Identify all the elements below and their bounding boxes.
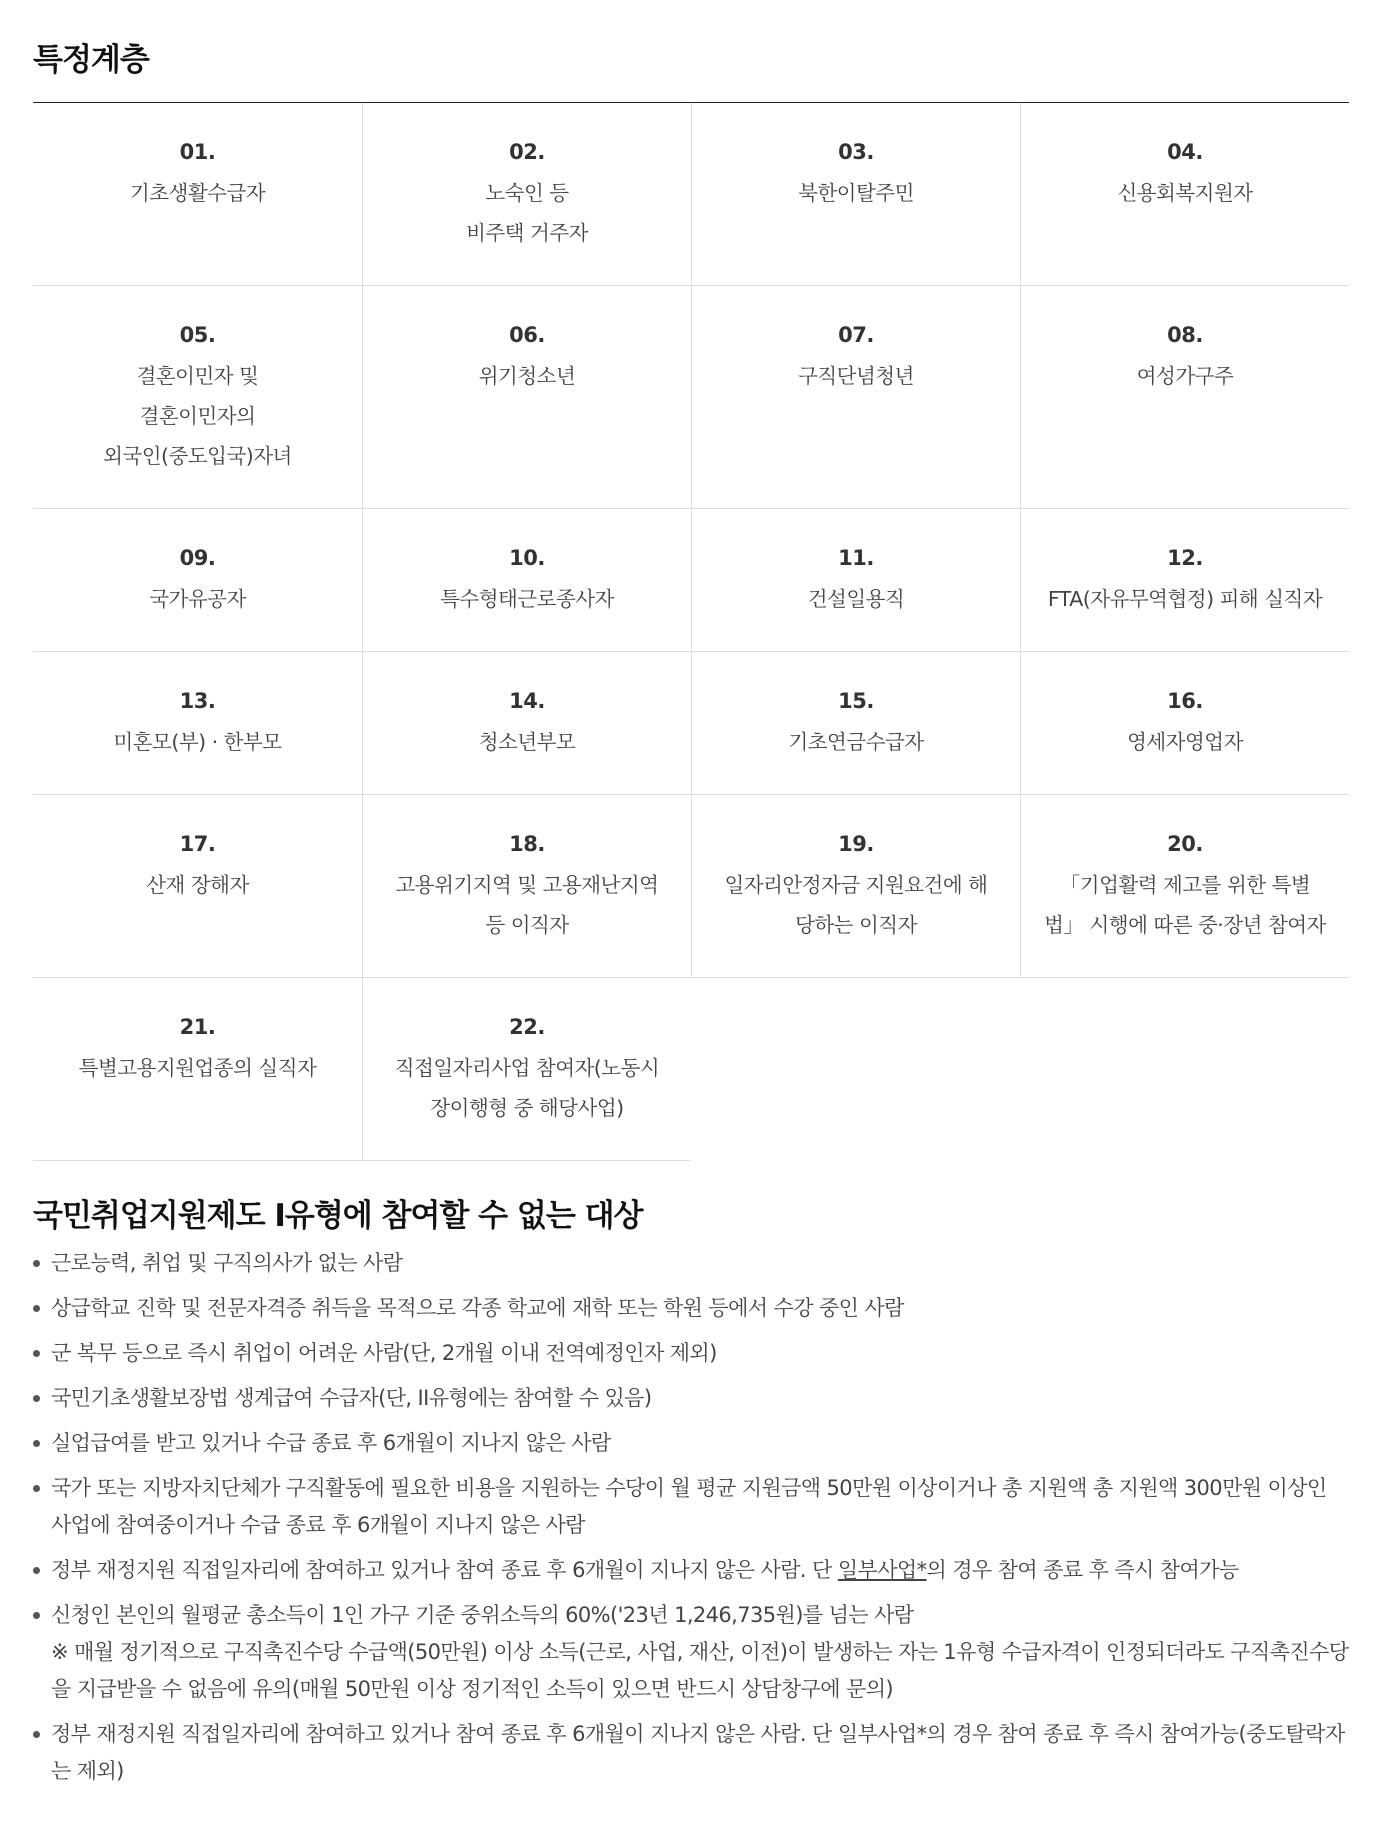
item-number: 03.: [838, 140, 874, 164]
grid-cell: [1020, 509, 1349, 651]
item-number: 04.: [1167, 140, 1203, 164]
bullet-icon: [33, 1612, 40, 1619]
item-number: 22.: [509, 1015, 545, 1039]
section-title-ineligible: 국민취업지원제도 I유형에 참여할 수 없는 대상: [33, 1198, 643, 1234]
grid-row: [33, 509, 1349, 652]
item-label: 청소년부모: [478, 730, 576, 754]
grid-row: [33, 286, 1349, 509]
grid-cell: [1020, 795, 1349, 977]
grid-row: [33, 978, 1349, 1161]
bullet-icon: [33, 1731, 40, 1738]
grid-cell: [691, 286, 1020, 508]
list-item: [33, 1290, 1349, 1327]
item-number: 15.: [838, 689, 874, 713]
item-label: 신용회복지원자: [1117, 181, 1253, 205]
item-number: 13.: [179, 689, 216, 713]
item-number: 18.: [509, 832, 545, 856]
partial-projects-link[interactable]: 일부사업*: [837, 1558, 927, 1582]
list-item: [33, 1425, 1349, 1462]
item-number: 19.: [838, 832, 874, 856]
bullet-icon: [33, 1305, 40, 1312]
list-item: [33, 1597, 1349, 1708]
grid-cell: [362, 509, 691, 651]
grid-cell: [691, 509, 1020, 651]
item-label: 북한이탈주민: [798, 181, 914, 205]
item-text: 국민기초생활보장법 생계급여 수급자(단, II유형에는 참여할 수 있음): [51, 1386, 652, 1410]
item-number: 14.: [509, 689, 545, 713]
item-text-pre: 정부 재정지원 직접일자리에 참여하고 있거나 참여 종료 후 6개월이 지나지 않은 사람. 단: [51, 1558, 838, 1582]
item-number: 07.: [838, 323, 874, 347]
item-label: 영세자영업자: [1127, 730, 1243, 754]
item-text: 정부 재정지원 직접일자리에 참여하고 있거나 참여 종료 후 6개월이 지나지 않은 사람. 단 일부사업*의 경우 참여 종료 후 즉시 참여가능(중도탈락자는 제외): [51, 1722, 1345, 1783]
grid-cell: [362, 652, 691, 794]
grid-cell-empty: [691, 978, 1020, 1161]
grid-row: [33, 103, 1349, 286]
item-number: 06.: [509, 323, 545, 347]
list-item: [33, 1380, 1349, 1417]
grid-cell-empty: [1020, 978, 1349, 1161]
grid-cell: [691, 795, 1020, 977]
item-label: 구직단념청년: [798, 364, 914, 388]
item-text: 신청인 본인의 월평균 총소득이 1인 가구 기준 중위소득의 60%('23년 1,246,735원)를 넘는 사람: [51, 1603, 914, 1627]
list-item: [33, 1335, 1349, 1372]
grid-cell: [1020, 103, 1349, 285]
grid-row: [33, 795, 1349, 978]
item-number: 16.: [1167, 689, 1203, 713]
grid-cell: [691, 103, 1020, 285]
bullet-icon: [33, 1440, 40, 1447]
grid-cell: [362, 286, 691, 508]
item-label: 미혼모(부) · 한부모: [113, 730, 282, 754]
grid-cell: [33, 795, 362, 977]
item-label: 기초생활수급자: [129, 181, 266, 205]
item-label: FTA(자유무역협정) 피해 실직자: [1047, 587, 1323, 611]
item-number: 12.: [1167, 546, 1203, 570]
item-text: 실업급여를 받고 있거나 수급 종료 후 6개월이 지나지 않은 사람: [51, 1431, 611, 1455]
item-label: 노숙인 등 비주택 거주자: [466, 181, 588, 245]
list-item: [33, 1245, 1349, 1282]
bullet-icon: [33, 1395, 40, 1402]
item-label: 산재 장해자: [146, 873, 249, 897]
grid-row: [33, 652, 1349, 795]
item-label: 고용위기지역 및 고용재난지역 등 이직자: [395, 873, 659, 937]
item-label: 일자리안정자금 지원요건에 해 당하는 이직자: [724, 873, 988, 937]
bullet-icon: [33, 1567, 40, 1574]
item-number: 11.: [838, 546, 874, 570]
section-title-special-groups: 특정계층: [33, 42, 149, 78]
grid-cell: [33, 652, 362, 794]
item-note: ※ 매월 정기적으로 구직촉진수당 수급액(50만원) 이상 소득(근로, 사업, 재산, 이전)이 발생하는 자는 1유형 수급자격이 인정되더라도 구직촉진수당을 지급받을 수 없음에 유의(매월 50만원 이상 정기적인 소득이 있으면 반드시 상담창구에 문의): [51, 1640, 1349, 1701]
item-number: 01.: [179, 140, 216, 164]
item-number: 08.: [1167, 323, 1203, 347]
item-text: 상급학교 진학 및 전문자격증 취득을 목적으로 각종 학교에 재학 또는 학원 등에서 수강 중인 사람: [51, 1296, 904, 1320]
item-text-post: 의 경우 참여 종료 후 즉시 참여가능: [926, 1558, 1239, 1582]
item-label: 여성가구주: [1136, 364, 1234, 388]
grid-cell: [1020, 652, 1349, 794]
grid-cell: [362, 978, 691, 1161]
item-label: 특별고용지원업종의 실직자: [78, 1056, 317, 1080]
item-label: 결혼이민자 및 결혼이민자의 외국인(중도입국)자녀: [103, 364, 292, 468]
item-label: 특수형태근로종사자: [440, 587, 614, 611]
item-label: 기초연금수급자: [788, 730, 924, 754]
item-label: 위기청소년: [478, 364, 576, 388]
item-number: 21.: [179, 1015, 216, 1039]
grid-cell: [691, 652, 1020, 794]
grid-cell: [33, 978, 362, 1161]
item-label: 직접일자리사업 참여자(노동시 장이행형 중 해당사업): [394, 1056, 660, 1120]
grid-cell: [362, 103, 691, 285]
list-item: [33, 1716, 1349, 1790]
grid-cell: [33, 509, 362, 651]
item-label: 국가유공자: [149, 587, 246, 611]
list-item: [33, 1552, 1349, 1589]
special-groups-grid: [33, 102, 1349, 1161]
list-item: [33, 1470, 1349, 1544]
bullet-icon: [33, 1485, 40, 1492]
item-number: 20.: [1167, 832, 1203, 856]
item-number: 17.: [179, 832, 216, 856]
item-number: 02.: [509, 140, 545, 164]
ineligible-list: [33, 1245, 1349, 1798]
grid-cell: [1020, 286, 1349, 508]
item-label: 「기업활력 제고를 위한 특별 법」 시행에 따른 중·장년 참여자: [1044, 873, 1326, 937]
bullet-icon: [33, 1260, 40, 1267]
grid-cell: [33, 286, 362, 508]
item-text: 군 복무 등으로 즉시 취업이 어려운 사람(단, 2개월 이내 전역예정인자 제외): [51, 1341, 717, 1365]
item-number: 05.: [179, 323, 216, 347]
item-number: 09.: [179, 546, 216, 570]
grid-cell: [33, 103, 362, 285]
item-text: 국가 또는 지방자치단체가 구직활동에 필요한 비용을 지원하는 수당이 월 평균 지원금액 50만원 이상이거나 총 지원액 총 지원액 300만원 이상인 사업에 참여중이거나 수급 종료 후 6개월이 지나지 않은 사람: [51, 1476, 1327, 1537]
bullet-icon: [33, 1350, 40, 1357]
grid-cell: [362, 795, 691, 977]
item-text: 근로능력, 취업 및 구직의사가 없는 사람: [51, 1251, 403, 1275]
item-label: 건설일용직: [807, 587, 905, 611]
item-number: 10.: [509, 546, 545, 570]
